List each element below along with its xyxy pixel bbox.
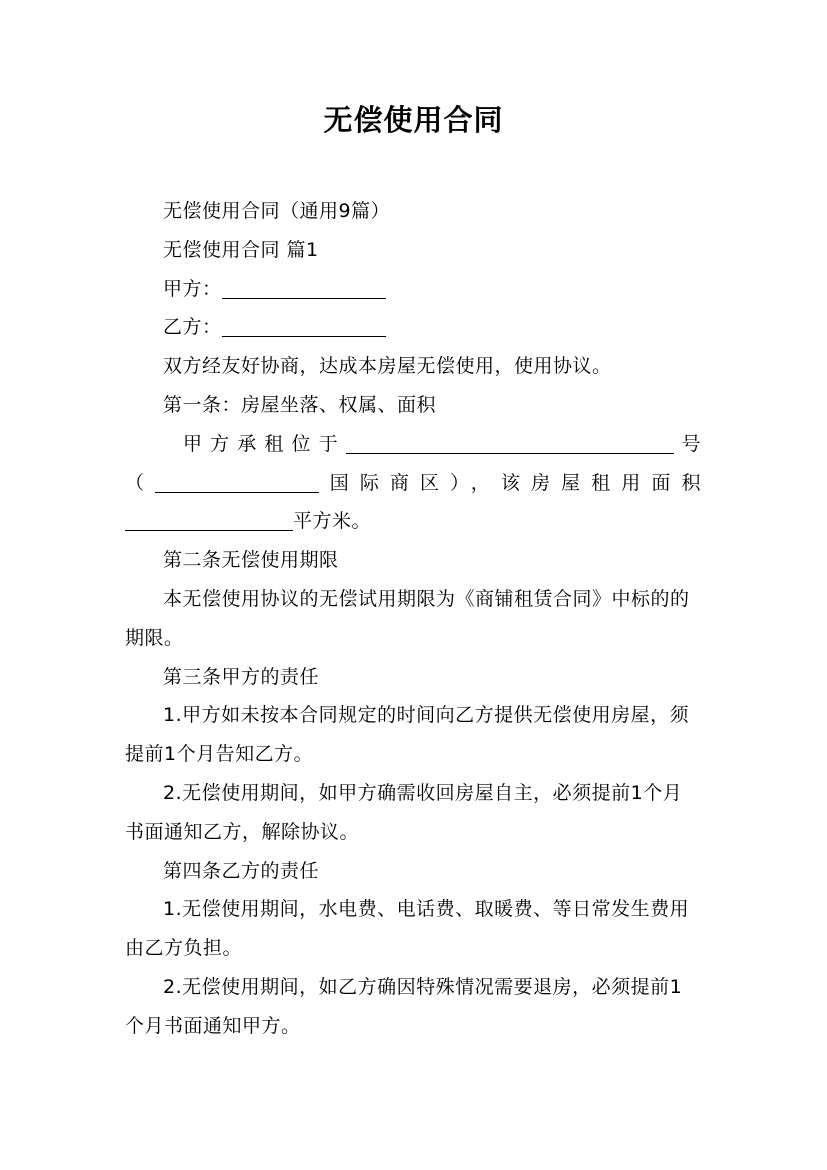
document-subtitle: 无偿使用合同（通用9篇） [163, 200, 391, 222]
address-blank [346, 431, 674, 454]
article-1-location-line [125, 425, 701, 464]
article-1-location-prefix: 甲方承租位于 [183, 432, 346, 455]
article-4-item-2: 2.无偿使用期间，如乙方确因特殊情况需要退房，必须提前1个月书面通知甲方。 [125, 975, 683, 1037]
part-heading: 无偿使用合同 篇1 [163, 238, 319, 261]
party-b-blank [222, 314, 386, 337]
document-body [125, 192, 701, 1046]
article-2-title: 第二条无偿使用期限 [163, 549, 339, 572]
article-1-sqm-line [125, 502, 701, 541]
district-blank [155, 470, 319, 493]
article-3-item-1: 1.甲方如未按本合同规定的时间向乙方提供无偿使用房屋，须提前1个月告知乙方。 [125, 704, 690, 766]
document-title: 无偿使用合同 [323, 103, 504, 137]
article-1-title: 第一条：房屋坐落、权属、面积 [163, 393, 437, 416]
article-3-title: 第三条甲方的责任 [163, 665, 320, 688]
article-1-open-paren: （ [125, 471, 156, 494]
area-blank [125, 508, 293, 531]
article-3-item-2: 2.无偿使用期间，如甲方确需收回房屋自主，必须提前1个月书面通知乙方，解除协议。 [125, 781, 683, 843]
party-b-label: 乙方： [163, 316, 222, 339]
party-a-label: 甲方： [163, 277, 222, 300]
article-1-location-suffix: 号 [673, 432, 701, 455]
party-a-line [125, 270, 701, 309]
article-4-title: 第四条乙方的责任 [163, 859, 320, 882]
party-b-line [125, 308, 701, 347]
intro-paragraph: 双方经友好协商，达成本房屋无偿使用，使用协议。 [163, 355, 612, 378]
article-2-text: 本无偿使用协议的无偿试用期限为《商铺租赁合同》中标的的期限。 [125, 587, 690, 649]
article-1-area-line [125, 464, 701, 503]
article-1-area-text: 国际商区），该房屋租用面积 [319, 471, 701, 494]
article-1-sqm-suffix: 平方米。 [293, 510, 372, 533]
article-4-item-1: 1.无偿使用期间，水电费、电话费、取暖费、等日常发生费用由乙方负担。 [125, 898, 690, 960]
party-a-blank [222, 276, 386, 299]
